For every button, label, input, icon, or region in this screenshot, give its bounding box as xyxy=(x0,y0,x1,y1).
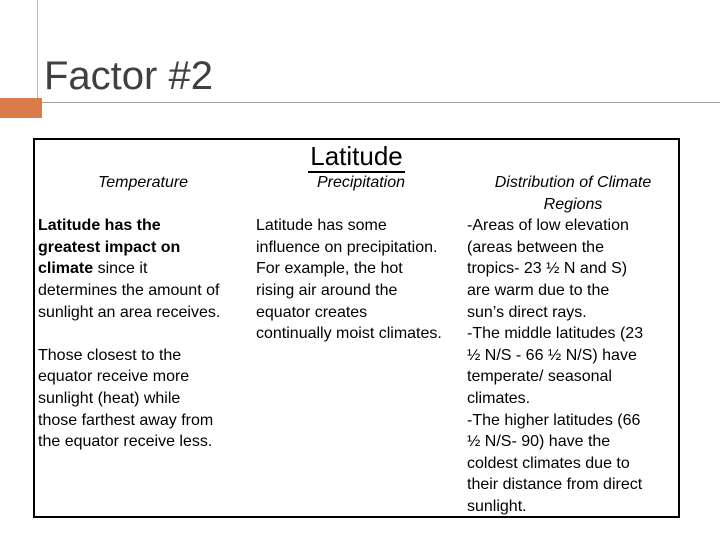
table-heading xyxy=(35,140,678,172)
temperature-paragraph-1 xyxy=(38,215,248,323)
precipitation-paragraph: Latitude has some influence on precipitation. For example, the hot rising air around the equator creates continually moist climates. xyxy=(256,217,442,343)
decorative-vertical-line xyxy=(37,0,38,98)
title-divider xyxy=(42,102,720,103)
temperature-header: Temperature xyxy=(97,174,189,191)
precipitation-header: Precipitation xyxy=(316,174,406,191)
accent-block xyxy=(0,98,42,118)
distribution-header: Distribution of Climate Regions xyxy=(494,174,652,213)
distribution-paragraph: -Areas of low elevation (areas between the tropics- 23 ½ N and S) are warm due to the sun’s direct rays. -The middle latitudes (23 ½ N/S - 66 ½ N/S) have temperate/ seasonal climates. -The higher latitudes (66 ½ N/S- 90) have the coldest climates due to their distance from direct sunlight. xyxy=(467,217,644,515)
distribution-column xyxy=(467,172,679,516)
precipitation-column xyxy=(256,172,466,516)
temperature-bold-text: Latitude has the greatest impact on climate xyxy=(38,217,181,278)
temperature-text: since it determines the amount of sunlight an area receives. xyxy=(38,260,221,321)
table-heading-text: Latitude xyxy=(310,141,403,171)
latitude-table xyxy=(33,138,680,518)
slide-title: Factor #2 xyxy=(44,54,213,98)
temperature-column xyxy=(38,172,248,516)
temperature-paragraph-2: Those closest to the equator receive more sunlight (heat) while those farthest away from the equator receive less. xyxy=(38,346,214,451)
